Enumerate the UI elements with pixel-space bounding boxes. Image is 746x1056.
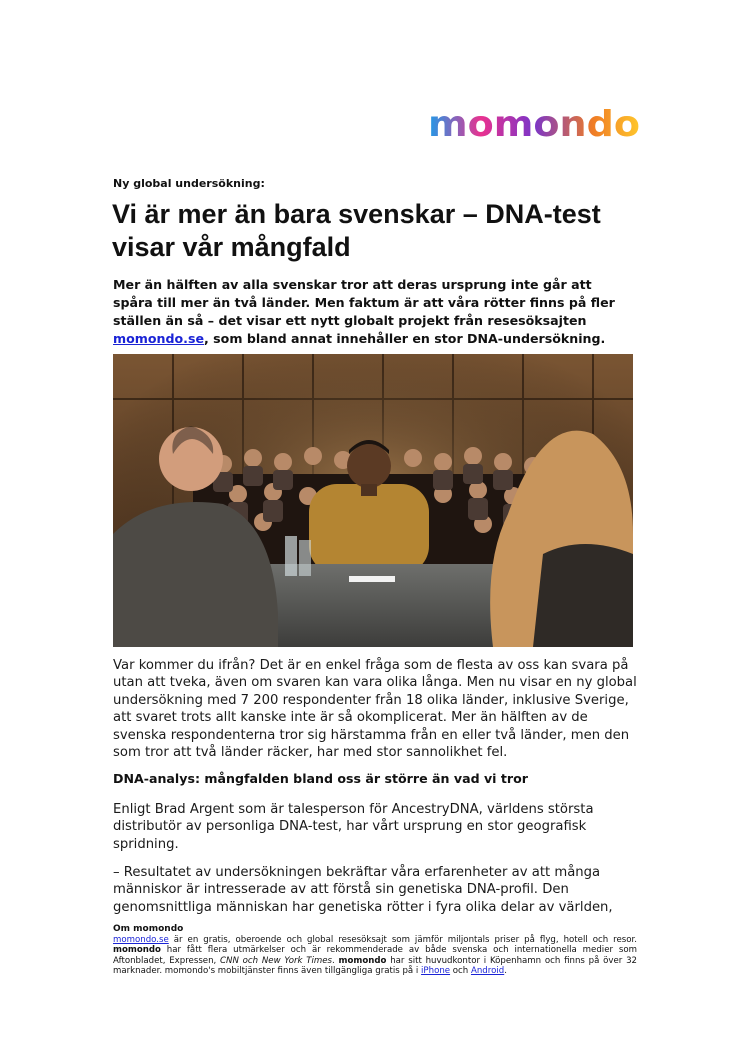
logo-wordmark: momondo — [428, 104, 640, 145]
footer-site-link[interactable]: momondo.se — [113, 934, 169, 945]
footer-text-3: . — [332, 955, 339, 966]
lead-paragraph — [113, 276, 635, 348]
footer-text-4: har sitt huvudkontor i Köpenhamn och finns på över 32 marknader. momondo's mobiltjänster finns även tillgängliga gratis på i — [113, 955, 638, 977]
footer-text-5: och — [450, 966, 471, 977]
footer-text-2: har fått flera utmärkelser och är rekommenderade av både svenska och internationella medier som Aftonbladet, Expressen, — [113, 945, 637, 966]
page-title: Vi är mer än bara svenskar – DNA-test visar vår mångfald — [112, 199, 601, 262]
about-footer — [113, 924, 637, 977]
body-paragraph-2: Enligt Brad Argent som är talesperson för AncestryDNA, världens största distributör av personliga DNA-test, har vårt ursprung en stor geografisk spridning. — [113, 802, 594, 852]
iphone-link[interactable]: iPhone — [421, 966, 451, 977]
momondo-link[interactable]: momondo.se — [113, 331, 205, 346]
lead-text-2: , som bland annat innehåller en stor DNA-undersökning. — [204, 331, 606, 346]
footer-brand-1: momondo — [113, 945, 161, 956]
footer-text-1: är en gratis, oberoende och global resesöksajt som jämför miljontals priser på flyg, hotell och resor. — [168, 934, 637, 945]
footer-brand-2: momondo — [338, 955, 387, 966]
section-heading: DNA-analys: mångfalden bland oss är större än vad vi tror — [113, 771, 528, 786]
footer-media: CNN och New York Times — [220, 955, 333, 966]
footer-text-6: . — [504, 966, 507, 977]
momondo-logo — [428, 102, 642, 146]
android-link[interactable]: Android — [470, 966, 505, 977]
footer-text — [113, 935, 637, 977]
body-paragraph-1: Var kommer du ifrån? Det är en enkel fråga som de flesta av oss kan svara på utan att tveka, även om svaren kan vara olika långa. Men nu visar en ny global undersökning med 7 200 respondenter från 18 olika länder, inklusive Sverige, att svaret trots allt kanske inte är så okomplicerat. Mer än hälften av de svenska respondenterna tror sig härstamma från en eller två länder, men den som tror att två länder räcker, har med stor sannolikhet fel. — [113, 658, 637, 761]
studio-photo — [113, 354, 633, 647]
body-paragraph-3: – Resultatet av undersökningen bekräftar våra erfarenheter av att många människor är intresserade av att förstå sin genetiska DNA-profil. Den genomsnittliga människan har genetiska rötter i fyra olika delar av världen, — [113, 865, 613, 915]
kicker: Ny global undersökning: — [113, 177, 265, 190]
footer-heading: Om momondo — [113, 924, 184, 934]
lead-text-1: Mer än hälften av alla svenskar tror att deras ursprung inte går att spåra till mer än två länder. Men faktum är att våra rötter finns på fler ställen än så – det visar ett nytt globalt projekt från resesöksajten — [113, 277, 615, 328]
